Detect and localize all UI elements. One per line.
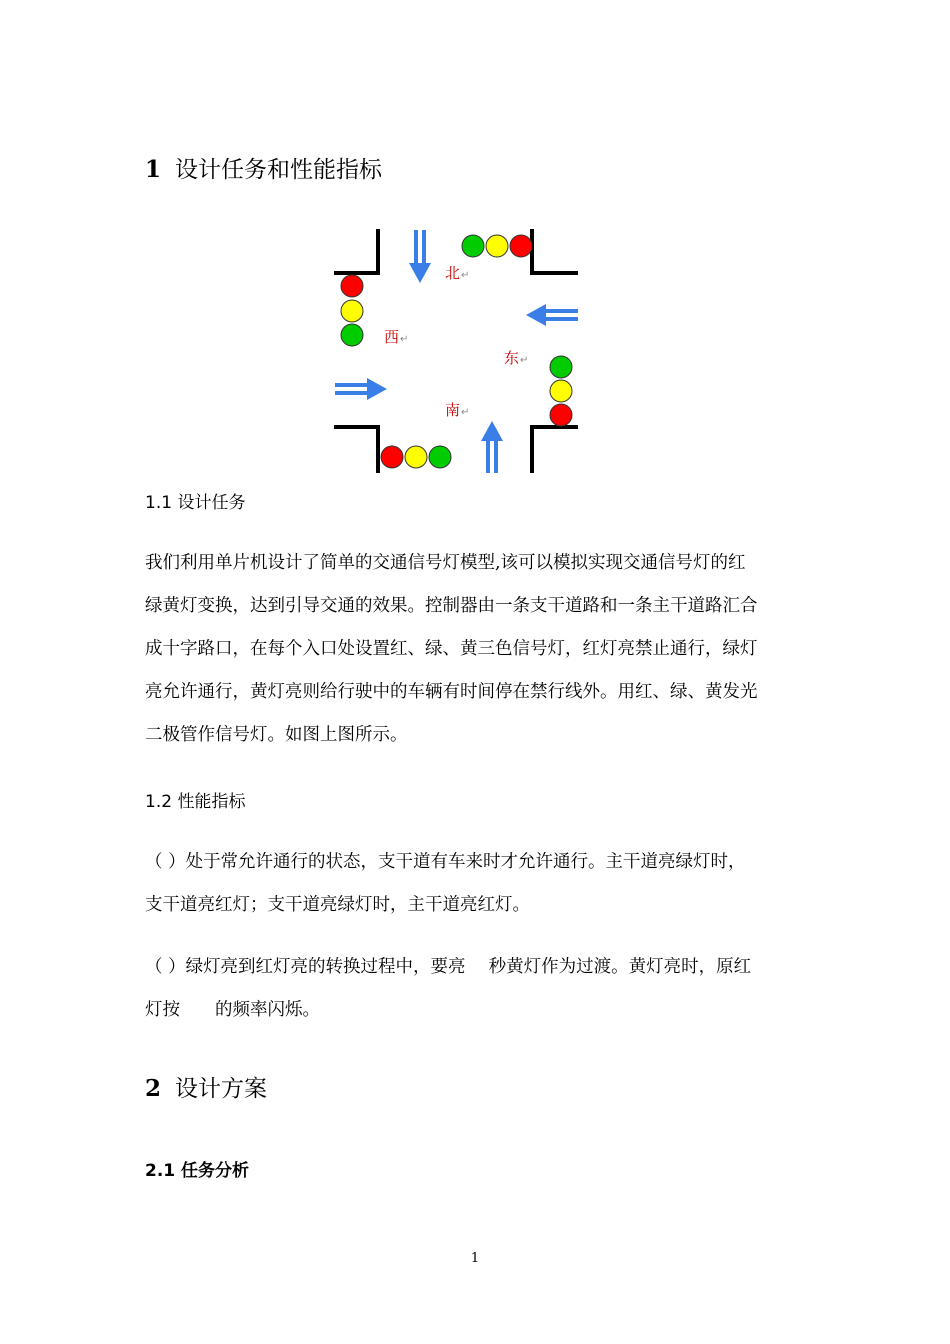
yellow-light [486,235,508,257]
paragraph-design-task [145,542,815,757]
section-number: 1 [145,156,162,183]
yellow-light [550,380,572,402]
green-light [550,356,572,378]
red-light [341,275,363,297]
text-line: 亮允许通行，黄灯亮则给行驶中的车辆有时间停在禁行线外。用红、绿、黄发光 [145,682,758,702]
red-light [510,235,532,257]
red-light [550,404,572,426]
text-line: （ ）绿灯亮到红灯亮的转换过程中，要亮 秒黄灯作为过渡。黄灯亮时，原红 [145,957,752,977]
arrow-eastbound [335,378,387,400]
label-north: 北 [445,264,461,282]
text-line: 二极管作信号灯。如图上图所示。 [145,725,408,745]
svg-text:↵: ↵ [520,355,529,366]
text-line: 成十字路口，在每个入口处设置红、绿、黄三色信号灯，红灯亮禁止通行，绿灯 [145,639,758,659]
road-corner-sw [334,427,378,473]
arrow-westbound [526,304,578,326]
road-corner-nw [334,229,378,273]
road-corner-se [532,427,578,473]
paragraph-performance-1 [145,841,815,927]
subsection-2-1-heading: 2.1 任务分析 [145,1161,250,1181]
yellow-light [405,446,427,468]
text-line: 灯按 的频率闪烁。 [145,1000,320,1020]
signal-south [381,446,451,468]
yellow-light [341,300,363,322]
label-south: 南 [445,401,461,419]
svg-text:↵: ↵ [400,334,409,345]
svg-text:↵: ↵ [461,407,470,418]
subsection-1-1-heading: 1.1 设计任务 [145,493,246,513]
text-line: 我们利用单片机设计了简单的交通信号灯模型,该可以模拟实现交通信号灯的红 [145,553,746,573]
signal-east [550,356,572,426]
green-light [462,235,484,257]
green-light [341,324,363,346]
arrow-northbound [481,421,503,473]
subsection-1-2-heading: 1.2 性能指标 [145,792,246,812]
green-light [429,446,451,468]
page-number: 1 [470,1251,480,1266]
paragraph-performance-2 [145,946,815,1032]
label-east: 东 [504,349,520,367]
svg-text:↵: ↵ [461,270,470,281]
section-title: 设计任务和性能指标 [175,157,383,183]
signal-north [462,235,532,257]
section-1-heading [145,151,382,184]
text-line: （ ）处于常允许通行的状态，支干道有车来时才允许通行。主干道亮绿灯时， [145,852,746,872]
section-title: 设计方案 [175,1076,268,1102]
section-2-heading [145,1070,267,1103]
text-line: 绿黄灯变换，达到引导交通的效果。控制器由一条支干道路和一条主干道路汇合 [145,596,758,616]
signal-west [341,275,363,346]
traffic-light-figure [330,225,585,480]
arrow-southbound [409,230,431,283]
road-corner-ne [532,229,578,273]
red-light [381,446,403,468]
label-west: 西 [384,328,400,346]
text-line: 支干道亮红灯；支干道亮绿灯时，主干道亮红灯。 [145,895,530,915]
section-number: 2 [145,1075,162,1102]
